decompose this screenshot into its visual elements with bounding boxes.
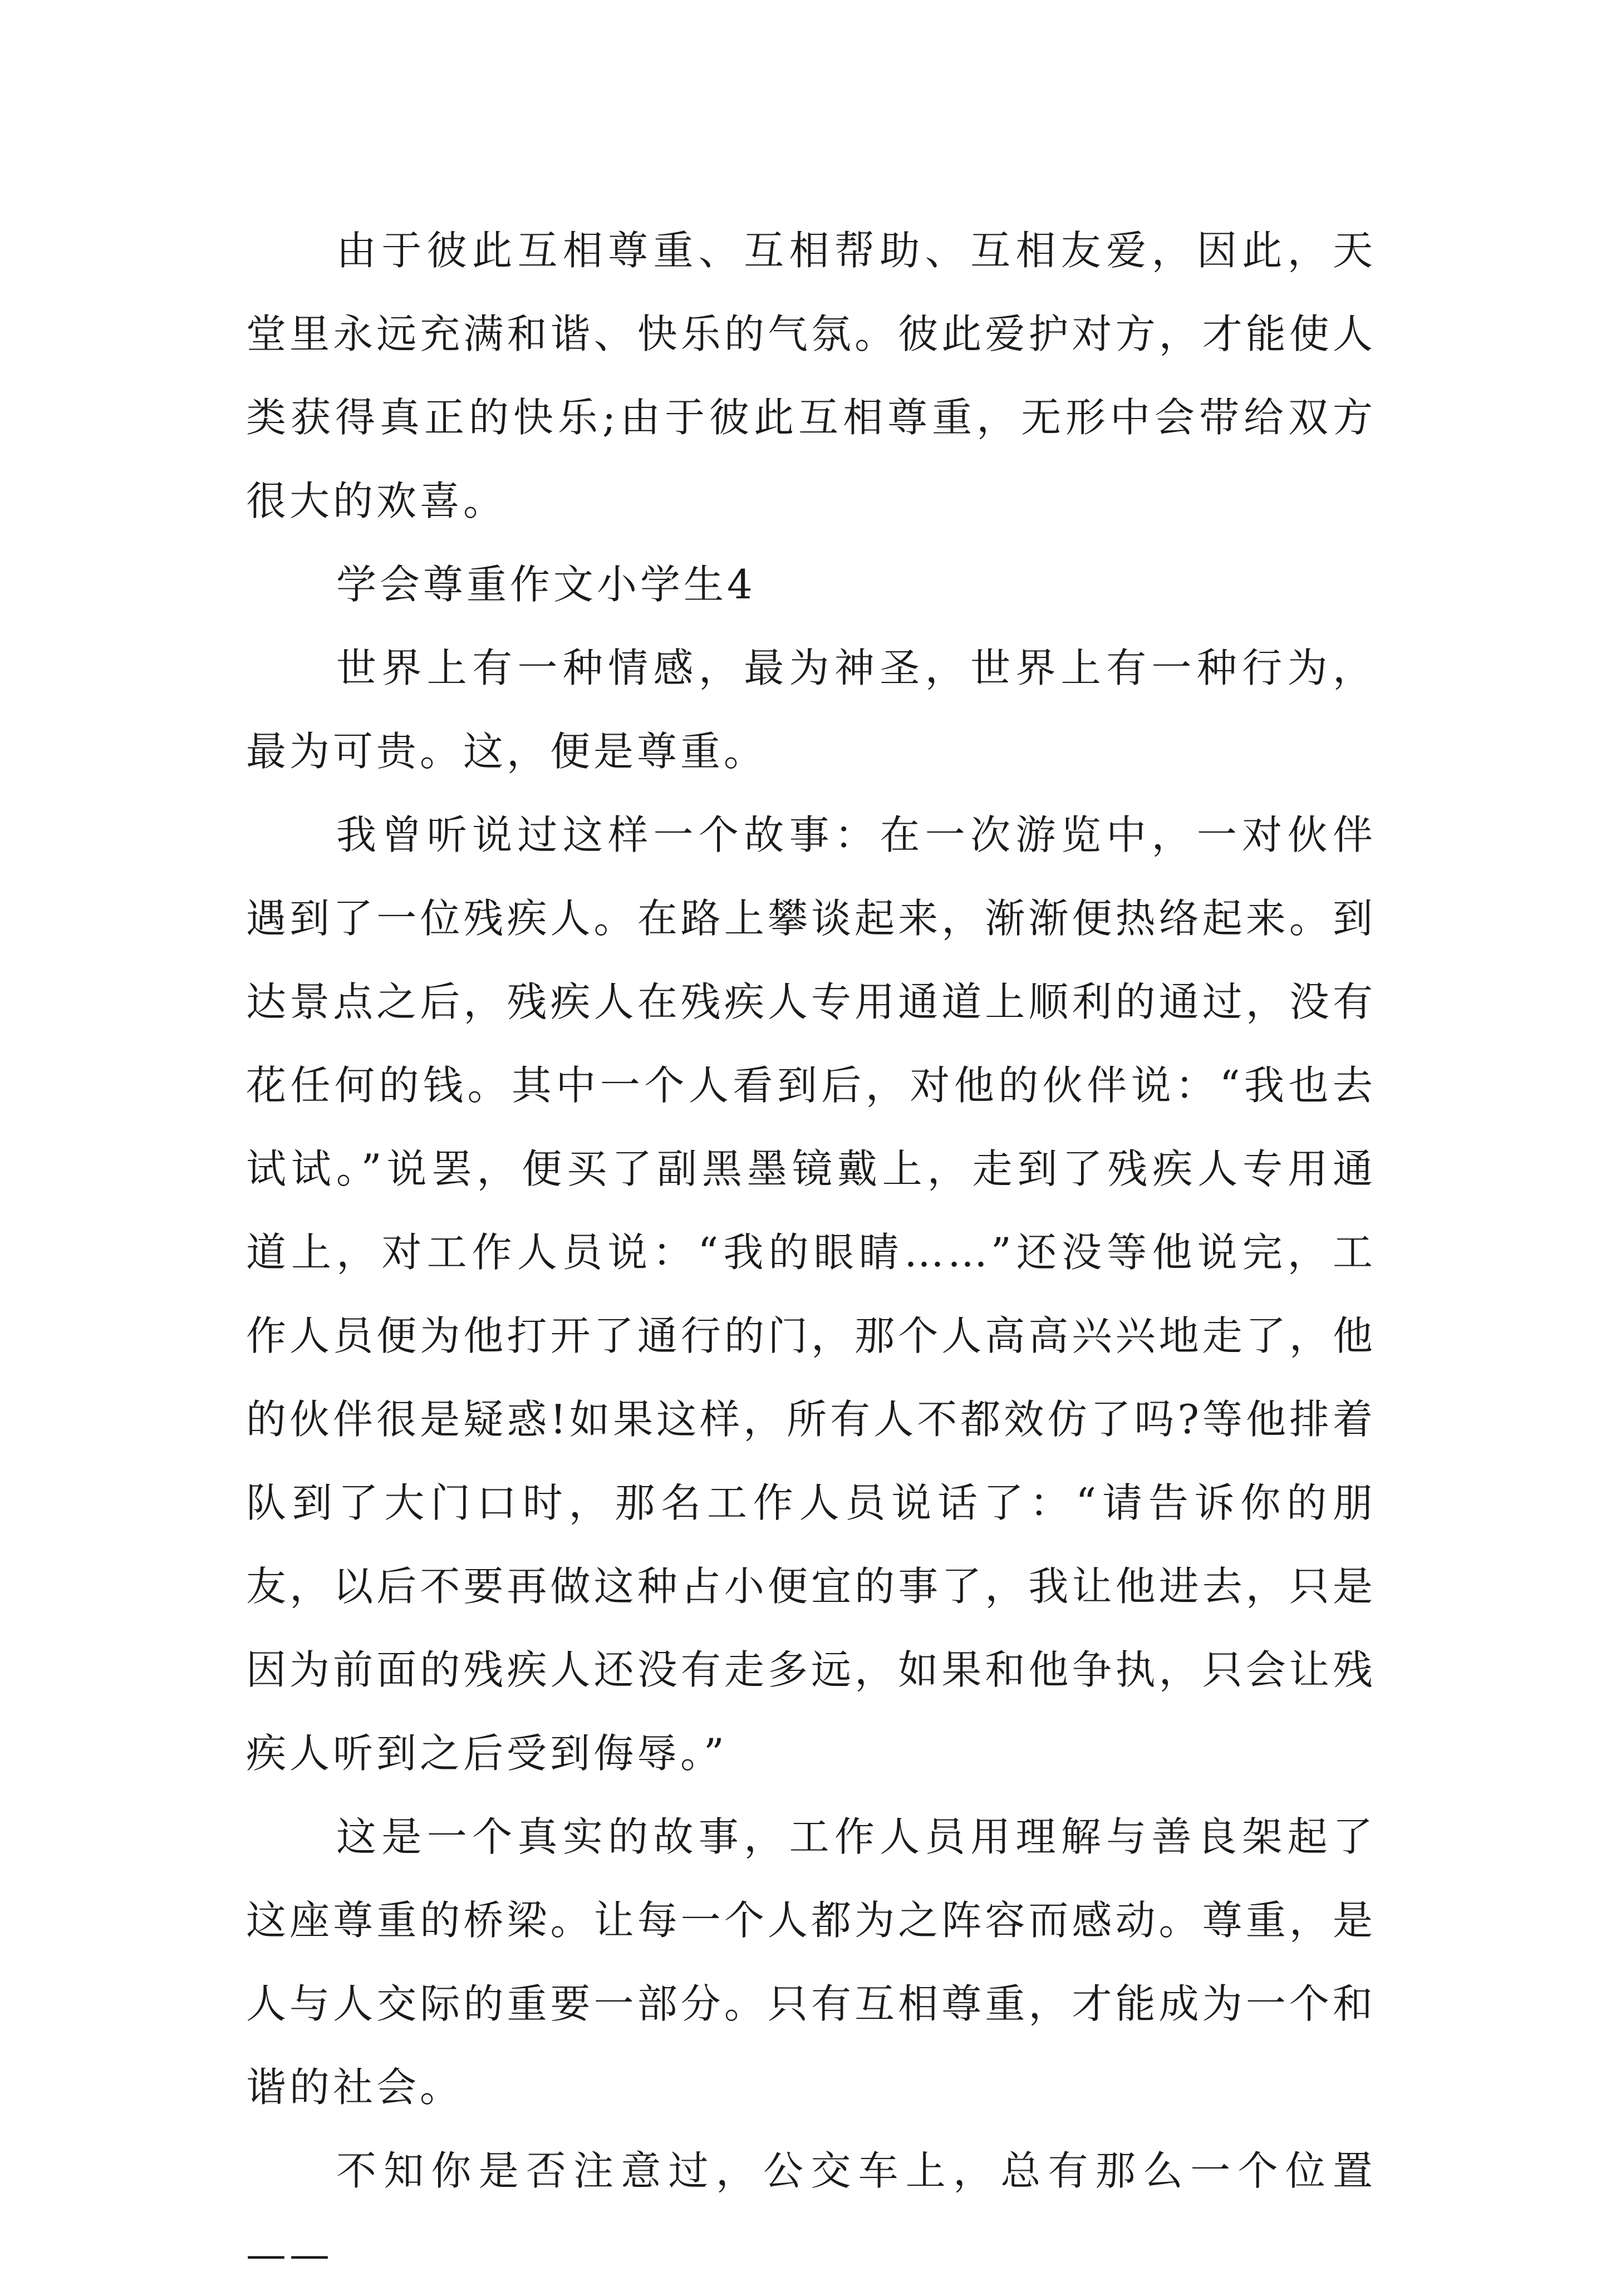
paragraph-harmony: 由于彼此互相尊重、互相帮助、互相友爱，因此，天堂里永远充满和谐、快乐的气氛。彼此爱护对方，才能使人类获得真正的快乐;由于彼此互相尊重，无形中会带给双方很大的欢喜。 [246, 227, 1376, 524]
paragraph-reflection: 这是一个真实的故事，工作人员用理解与善良架起了这座尊重的桥梁。让每一个人都为之阵容而感动。尊重，是人与人交际的重要一部分。只有互相尊重，才能成为一个和谐的社会。 [246, 1813, 1376, 2111]
paragraph-intro: 世界上有一种情感，最为神圣，世界上有一种行为，最为可贵。这，便是尊重。 [246, 645, 1376, 775]
paragraph-bus: 不知你是否注意过，公交车上，总有那么一个位置—— [246, 2147, 1376, 2278]
section-heading: 学会尊重作文小学生4 [336, 561, 756, 608]
document-body [246, 209, 1376, 2296]
paragraph-story: 我曾听说过这样一个故事：在一次游览中，一对伙伴遇到了一位残疾人。在路上攀谈起来，渐渐便热络起来。到达景点之后，残疾人在残疾人专用通道上顺利的通过，没有花任何的钱。其中一个人看到后，对他的伙伴说：“我也去试试。”说罢，便买了副黑墨镜戴上，走到了残疾人专用通道上，对工作人员说：“我的眼睛……”还没等他说完，工作人员便为他打开了通行的门，那个人高高兴兴地走了，他的伙伴很是疑惑!如果这样，所有人不都效仿了吗?等他排着队到了大门口时，那名工作人员说话了：“请告诉你的朋友，以后不要再做这种占小便宜的事了，我让他进去，只是因为前面的残疾人还没有走多远，如果和他争执，只会让残疾人听到之后受到侮辱。” [246, 812, 1376, 1777]
